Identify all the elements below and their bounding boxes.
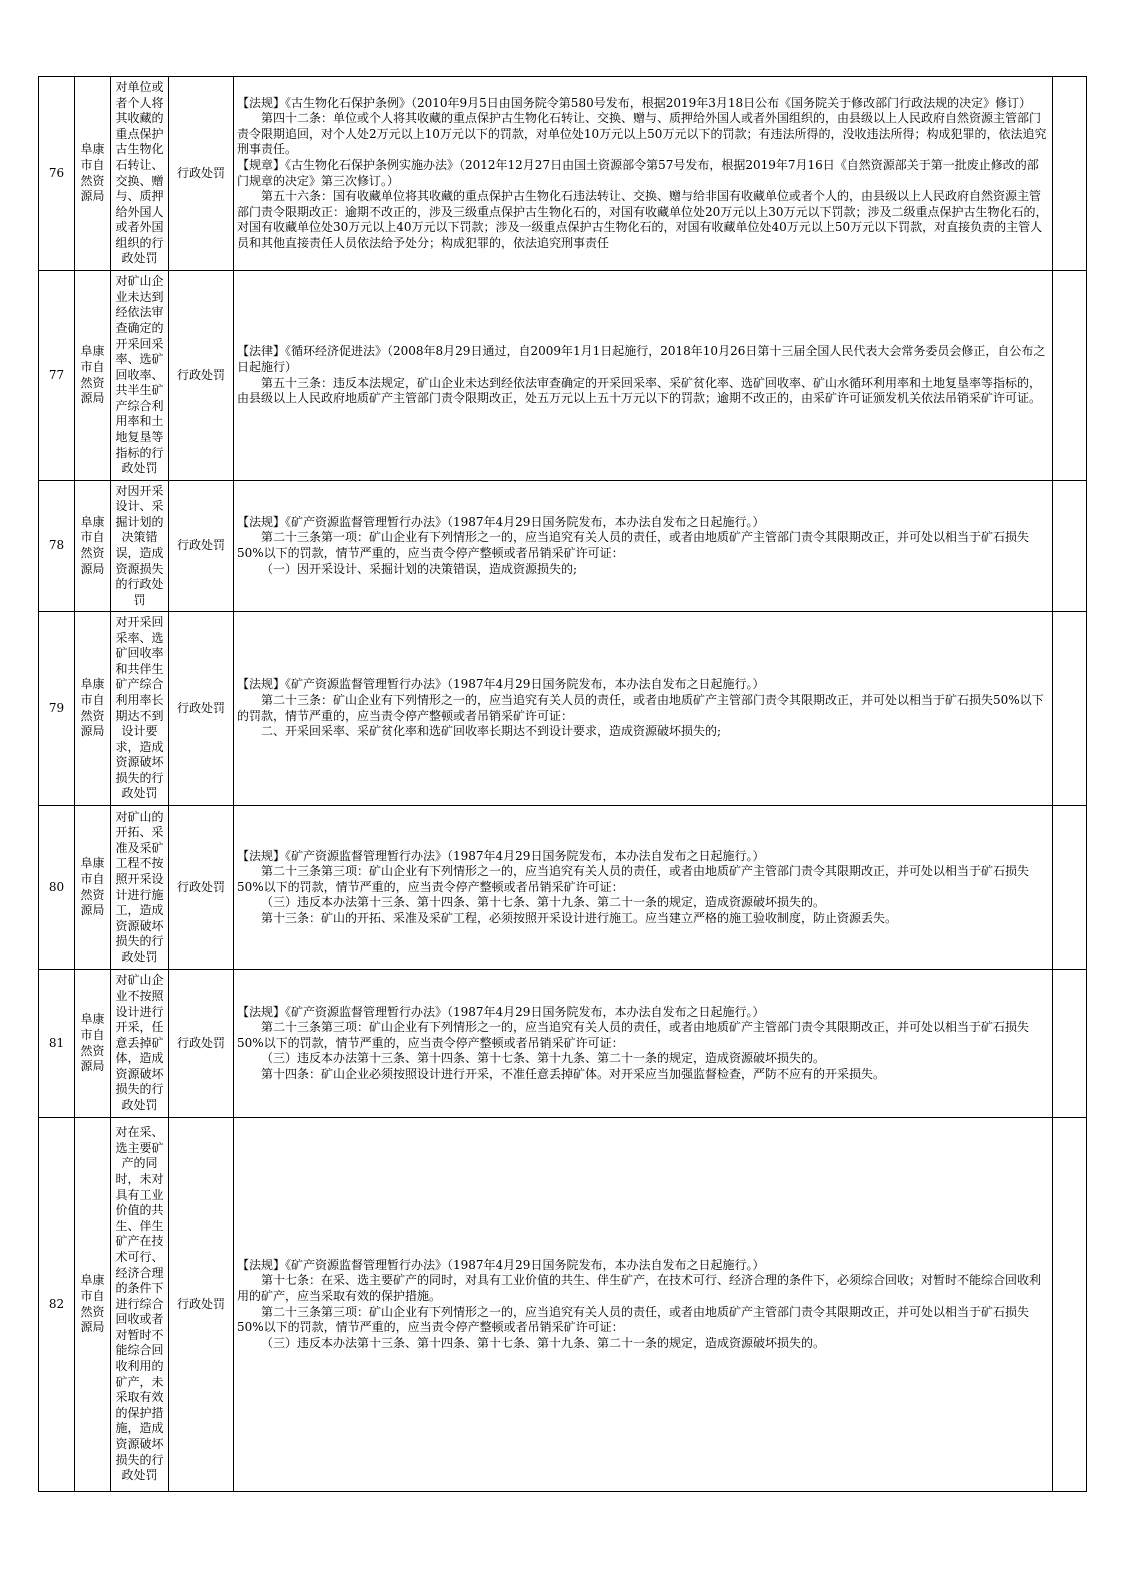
basis-paragraph: 【法律】《循环经济促进法》（2008年8月29日通过，自2009年1月1日起施行，2018年10月26日第十三届全国人民代表大会常务委员会修正，自公布之日起施行） (237, 344, 1046, 374)
action-type: 行政处罚 (169, 1118, 234, 1492)
department: 阜康市自然资源局 (75, 481, 111, 612)
remarks-cell (1053, 271, 1087, 481)
item-name: 对单位或者个人将其收藏的重点保护古生物化石转让、交换、赠与、质押给外国人或者外国组织的行政处罚 (111, 77, 169, 271)
item-name: 对在采、选主要矿产的同时，未对具有工业价值的共生、伴生矿产在技术可行、经济合理的条件下进行综合回收或者对暂时不能综合回收利用的矿产，未采取有效的保护措施，造成资源破坏损失的行政处罚 (111, 1118, 169, 1492)
basis-paragraph: 第二十三条第三项：矿山企业有下列情形之一的，应当追究有关人员的责任，或者由地质矿产主管部门责令其限期改正，并可处以相当于矿石损失50%以下的罚款，情节严重的，应当责令停产整顿或者吊销采矿许可证： (237, 1304, 1030, 1335)
basis-paragraph: 第五十六条：国有收藏单位将其收藏的重点保护古生物化石违法转让、交换、赠与给非国有收藏单位或者个人的，由县级以上人民政府自然资源主管部门责令限期改正：逾期不改正的，涉及三级重点保护古生物化石的，对国有收藏单位处20万元以上30万元以下罚款；涉及二级重点保护古生物化石的，对国有收藏单位处30万元以上40万元以下罚款；涉及一级重点保护古生物化石的，对国有收藏单位处40万元以上50万元以下罚款，对直接负责的主管人员和其他直接责任人员依法给予处分；构成犯罪的，依法追究刑事责任 (237, 189, 1048, 250)
basis-paragraph: 【法规】《矿产资源监督管理暂行办法》（1987年4月29日国务院发布，本办法自发布之日起施行。） (237, 848, 765, 863)
basis-paragraph: 第四十二条：单位或个人将其收藏的重点保护古生物化石转让、交换、赠与、质押给外国人或者外国组织的，由县级以上人民政府自然资源主管部门责令限期追回，对个人处2万元以上10万元以下的罚款，对单位处10万元以上50万元以下的罚款；有违法所得的，没收违法所得；构成犯罪的，依法追究刑事责任。 (237, 111, 1047, 157)
action-type: 行政处罚 (169, 970, 234, 1118)
remarks-cell (1053, 481, 1087, 612)
legal-basis (234, 1118, 1053, 1492)
row-number: 77 (39, 271, 75, 481)
item-name: 对矿山企业未达到经依法审查确定的开采回采率、选矿回收率、共半生矿产综合利用率和土地复垦等指标的行政处罚 (111, 271, 169, 481)
legal-basis (234, 970, 1053, 1118)
basis-paragraph: （三）违反本办法第十三条、第十四条、第十七条、第十九条、第二十一条的规定，造成资源破坏损失的。 (261, 895, 826, 910)
basis-paragraph: （三）违反本办法第十三条、第十四条、第十七条、第十九条、第二十一条的规定，造成资源破坏损失的。 (261, 1051, 826, 1066)
basis-paragraph: 第二十三条第三项：矿山企业有下列情形之一的，应当追究有关人员的责任，或者由地质矿产主管部门责令其限期改正，并可处以相当于矿石损失50%以下的罚款，情节严重的，应当责令停产整顿或者吊销采矿许可证： (237, 864, 1030, 894)
table-row (39, 806, 1087, 970)
action-type: 行政处罚 (169, 806, 234, 970)
department: 阜康市自然资源局 (75, 970, 111, 1118)
row-number: 82 (39, 1118, 75, 1492)
legal-basis (234, 612, 1053, 806)
table-row (39, 970, 1087, 1118)
action-type: 行政处罚 (169, 271, 234, 481)
department: 阜康市自然资源局 (75, 806, 111, 970)
basis-paragraph: 第十三条：矿山的开拓、采准及采矿工程，必须按照开采设计进行施工。应当建立严格的施工验收制度，防止资源丢失。 (261, 910, 898, 925)
basis-paragraph: 第二十三条第三项：矿山企业有下列情形之一的，应当追究有关人员的责任，或者由地质矿产主管部门责令其限期改正，并可处以相当于矿石损失50%以下的罚款，情节严重的，应当责令停产整顿或者吊销采矿许可证： (237, 1020, 1030, 1050)
table-row (39, 77, 1087, 271)
basis-paragraph: 第十七条：在采、选主要矿产的同时，对具有工业价值的共生、伴生矿产，在技术可行、经济合理的条件下，必须综合回收；对暂时不能综合回收利用的矿产，应当采取有效的保护措施。 (237, 1273, 1042, 1303)
basis-paragraph: 【法规】《矿产资源监督管理暂行办法》（1987年4月29日国务院发布，本办法自发布之日起施行。） (237, 677, 765, 692)
table-row (39, 271, 1087, 481)
department: 阜康市自然资源局 (75, 77, 111, 271)
action-type: 行政处罚 (169, 612, 234, 806)
department: 阜康市自然资源局 (75, 1118, 111, 1492)
legal-basis (234, 271, 1053, 481)
table-row (39, 481, 1087, 612)
item-name: 对开采回采率、选矿回收率和共伴生矿产综合利用率长期达不到设计要求，造成资源破坏损失的行政处罚 (111, 612, 169, 806)
remarks-cell (1053, 1118, 1087, 1492)
item-name: 对矿山的开拓、采准及采矿工程不按照开采设计进行施工，造成资源破坏损失的行政处罚 (111, 806, 169, 970)
basis-paragraph: 【法规】《矿产资源监督管理暂行办法》（1987年4月29日国务院发布，本办法自发布之日起施行。） (237, 514, 765, 529)
basis-paragraph: 二、开采回采率、采矿贫化率和选矿回收率长期达不到设计要求，造成资源破坏损失的; (261, 724, 722, 739)
item-name: 对因开采设计、采掘计划的决策错误，造成资源损失的行政处罚 (111, 481, 169, 612)
department: 阜康市自然资源局 (75, 612, 111, 806)
remarks-cell (1053, 970, 1087, 1118)
department: 阜康市自然资源局 (75, 271, 111, 481)
row-number: 78 (39, 481, 75, 612)
remarks-cell (1053, 612, 1087, 806)
legal-basis (234, 481, 1053, 612)
basis-paragraph: 【法规】《矿产资源监督管理暂行办法》（1987年4月29日国务院发布，本办法自发布之日起施行。） (237, 1257, 765, 1272)
basis-paragraph: （三）违反本办法第十三条、第十四条、第十七条、第十九条、第二十一条的规定，造成资源破坏损失的。 (261, 1335, 826, 1350)
basis-paragraph: 第二十三条第一项：矿山企业有下列情形之一的，应当追究有关人员的责任，或者由地质矿产主管部门责令其限期改正，并可处以相当于矿石损失50%以下的罚款，情节严重的，应当责令停产整顿或者吊销采矿许可证： (237, 530, 1030, 560)
legal-basis (234, 806, 1053, 970)
penalty-table (38, 76, 1087, 1492)
item-name: 对矿山企业不按照设计进行开采，任意丢掉矿体，造成资源破坏损失的行政处罚 (111, 970, 169, 1118)
basis-paragraph: 【规章】《古生物化石保护条例实施办法》（2012年12月27日由国土资源部令第57号发布，根据2019年7月16日《自然资源部关于第一批废止修改的部门规章的决定》第三次修订。） (237, 157, 1039, 188)
basis-paragraph: 【法规】《古生物化石保护条例》（2010年9月5日由国务院令第580号发布，根据2019年3月18日公布《国务院关于修改部门行政法规的决定》修订） (237, 95, 1032, 110)
row-number: 76 (39, 77, 75, 271)
basis-paragraph: 第五十三条：违反本法规定，矿山企业未达到经依法审查确定的开采回采率、采矿贫化率、选矿回收率、矿山水循环利用率和土地复垦率等指标的，由县级以上人民政府地质矿产主管部门责令限期改正，处五万元以上五十万元以下的罚款；逾期不改正的，由采矿许可证颁发机关依法吊销采矿许可证。 (237, 375, 1042, 406)
action-type: 行政处罚 (169, 77, 234, 271)
basis-paragraph: 【法规】《矿产资源监督管理暂行办法》（1987年4月29日国务院发布，本办法自发布之日起施行。） (237, 1004, 765, 1019)
table-row (39, 612, 1087, 806)
table-row (39, 1118, 1087, 1492)
row-number: 80 (39, 806, 75, 970)
legal-basis (234, 77, 1053, 271)
basis-paragraph: 第二十三条：矿山企业有下列情形之一的，应当追究有关人员的责任，或者由地质矿产主管部门责令其限期改正，并可处以相当于矿石损失50%以下的罚款，情节严重的，应当责令停产整顿或者吊销采矿许可证： (237, 692, 1044, 723)
action-type: 行政处罚 (169, 481, 234, 612)
remarks-cell (1053, 806, 1087, 970)
row-number: 79 (39, 612, 75, 806)
basis-paragraph: 第十四条：矿山企业必须按照设计进行开采，不准任意丢掉矿体。对开采应当加强监督检查，严防不应有的开采损失。 (261, 1066, 886, 1081)
basis-paragraph: （一）因开采设计、采掘计划的决策错误，造成资源损失的; (261, 561, 578, 576)
remarks-cell (1053, 77, 1087, 271)
row-number: 81 (39, 970, 75, 1118)
